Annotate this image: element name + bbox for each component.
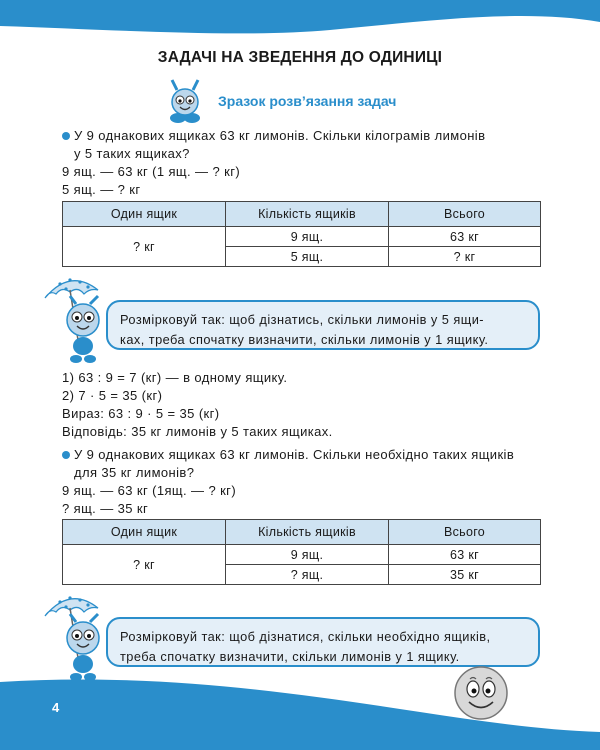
problem1-short-record-2: 5 ящ. — ? кг <box>62 182 141 197</box>
bottom-wave-decoration <box>0 676 600 750</box>
table-cell: ? кг <box>63 227 226 267</box>
table-cell: ? кг <box>63 545 226 585</box>
problem1-text-line2: у 5 таких ящиках? <box>74 146 190 161</box>
problem2-short-record-2: ? ящ. — 35 кг <box>62 501 149 516</box>
table-header: Всього <box>389 202 541 227</box>
smiley-ball-icon <box>452 664 510 722</box>
hint-bubble-1 <box>106 300 540 350</box>
problem2-table <box>62 519 541 585</box>
table-cell: 63 кг <box>389 227 541 247</box>
table-header: Всього <box>389 520 541 545</box>
hint2-line2: треба спочатку визначити, скільки лимонів у 1 ящику. <box>120 649 460 664</box>
page-title: ЗАДАЧІ НА ЗВЕДЕННЯ ДО ОДИНИЦІ <box>157 49 443 66</box>
bullet-icon <box>62 451 70 459</box>
solution-step-1: 1) 63 : 9 = 7 (кг) — в одному ящику. <box>62 370 288 385</box>
problem2-text-line1: У 9 однакових ящиках 63 кг лимонів. Скільки необхідно таких ящиків <box>74 447 515 462</box>
table-header: Кількість ящиків <box>226 202 389 227</box>
table-cell: 9 ящ. <box>226 227 389 247</box>
table-cell: ? кг <box>389 247 541 267</box>
problem1-text-line1: У 9 однакових ящиках 63 кг лимонів. Скільки кілограмів лимонів <box>74 128 486 143</box>
problem2-text-line2: для 35 кг лимонів? <box>74 465 195 480</box>
table-cell: 9 ящ. <box>226 545 389 565</box>
mascot-icon <box>160 78 210 126</box>
table-cell: 63 кг <box>389 545 541 565</box>
solution-step-2: 2) 7 · 5 = 35 (кг) <box>62 388 163 403</box>
table-header: Кількість ящиків <box>226 520 389 545</box>
hint-bubble-2 <box>106 617 540 667</box>
table-header: Один ящик <box>63 202 226 227</box>
problem1-short-record-1: 9 ящ. — 63 кг (1 ящ. — ? кг) <box>62 164 241 179</box>
hint1-line2: ках, треба спочатку визначити, скільки лимонів у 1 ящику. <box>120 332 489 347</box>
hint1-line1: Розмірковуй так: щоб дізнатись, скільки лимонів у 5 ящи- <box>120 312 485 327</box>
table-header: Один ящик <box>63 520 226 545</box>
bullet-icon <box>62 132 70 140</box>
sample-title: Зразок розв’язання задач <box>218 93 397 109</box>
solution-answer: Відповідь: 35 кг лимонів у 5 таких ящиках. <box>62 424 333 439</box>
solution-expression: Вираз: 63 : 9 · 5 = 35 (кг) <box>62 406 220 421</box>
problem2-short-record-1: 9 ящ. — 63 кг (1ящ. — ? кг) <box>62 483 237 498</box>
table-cell: 5 ящ. <box>226 247 389 267</box>
umbrella-mascot-icon <box>40 270 110 366</box>
page-number: 4 <box>52 700 60 715</box>
hint2-line1: Розмірковуй так: щоб дізнатися, скільки необхідно ящиків, <box>120 629 491 644</box>
problem1-table <box>62 201 541 267</box>
table-cell: ? ящ. <box>226 565 389 585</box>
table-cell: 35 кг <box>389 565 541 585</box>
umbrella-mascot-icon <box>40 588 110 684</box>
